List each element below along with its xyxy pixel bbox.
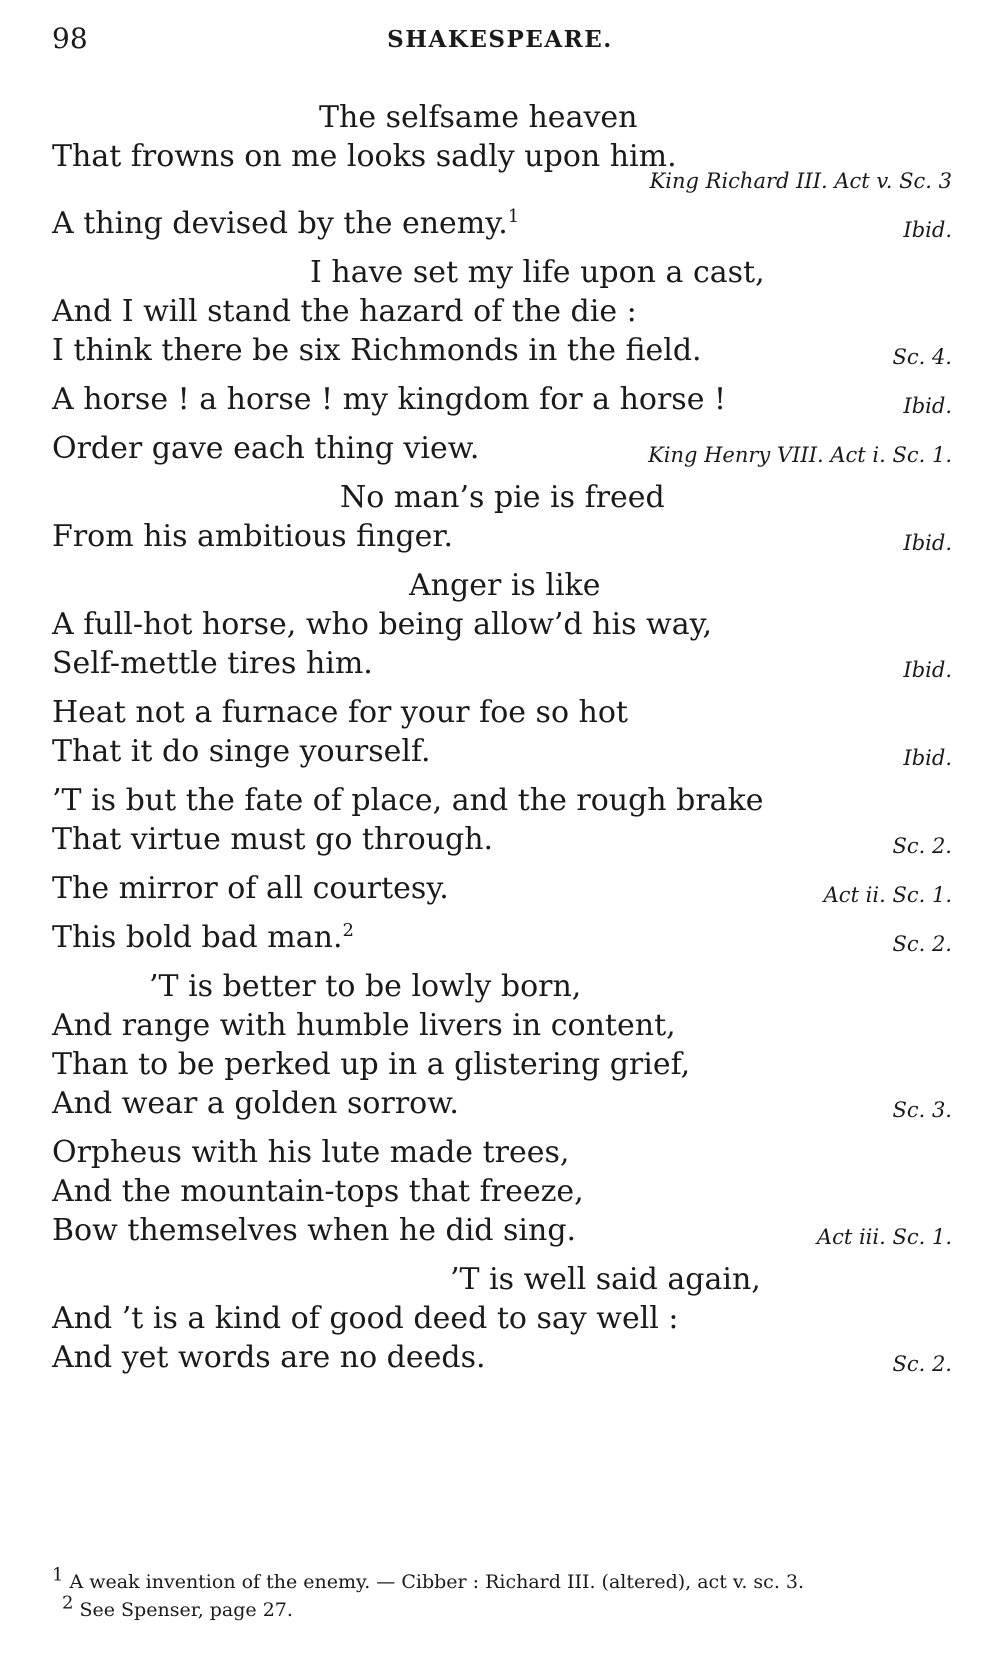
quote (52, 1133, 952, 1250)
quote-line: I think there be six Richmonds in the field. (52, 333, 702, 368)
quote (52, 918, 952, 957)
quote-source: Ibid. (903, 658, 952, 682)
footnote-mark: 1 (507, 206, 520, 227)
quote-line: That virtue must go through. (52, 822, 494, 857)
quote-line: ’T is well said again, (450, 1262, 761, 1297)
quote (52, 1260, 952, 1377)
footnote-text: See Spenser, page 27. (79, 1599, 293, 1621)
quote-source: Act iii. Sc. 1. (816, 1225, 952, 1249)
quote-line: Bow themselves when he did sing. (52, 1213, 577, 1248)
quote-text: A thing devised by the enemy. (52, 206, 508, 241)
footnote-number: 1 (52, 1564, 64, 1586)
quote-line: And I will stand the hazard of the die : (52, 294, 637, 329)
quote-line: From his ambitious finger. (52, 519, 454, 554)
quote-source: King Richard III. Act v. Sc. 3 (649, 169, 952, 193)
quote (52, 693, 952, 771)
footnote-text: A weak invention of the enemy. — Cibber : Richard III. (altered), act v. sc. 3. (69, 1571, 805, 1593)
quote-source: Ibid. (903, 531, 952, 555)
quote-line: Than to be perked up in a glistering grief, (52, 1047, 691, 1082)
quote-line: Self-mettle tires him. (52, 646, 373, 681)
quote-line: And ’t is a kind of good deed to say well : (52, 1301, 679, 1336)
footnote-number: 2 (62, 1592, 74, 1614)
quote-source: Sc. 2. (892, 932, 952, 956)
quote-line: A horse ! a horse ! my kingdom for a horse ! (52, 382, 727, 417)
quote-source: Sc. 2. (892, 1352, 952, 1376)
page-number: 98 (52, 22, 88, 55)
footnote (52, 1592, 952, 1624)
quote-line: And range with humble livers in content, (52, 1008, 676, 1043)
quote (52, 204, 952, 243)
quote (52, 478, 952, 556)
quote (52, 98, 952, 194)
quote (52, 253, 952, 370)
footnotes (52, 1564, 952, 1624)
page-header (52, 22, 948, 62)
quote (52, 967, 952, 1123)
running-title: SHAKESPEARE. (387, 26, 613, 53)
quote-line: The mirror of all courtesy. (52, 871, 449, 906)
quote-line: That frowns on me looks sadly upon him. (52, 139, 677, 174)
quote-source: Act ii. Sc. 1. (823, 883, 952, 907)
quote-line: Orpheus with his lute made trees, (52, 1135, 570, 1170)
quote-line: And yet words are no deeds. (52, 1340, 486, 1375)
quote-line: ’T is better to be lowly born, (149, 969, 582, 1004)
footnote-mark: 2 (342, 920, 354, 941)
quote-line (52, 918, 952, 957)
quote-source: Ibid. (903, 218, 952, 242)
quote-line: Order gave each thing view. (52, 431, 480, 466)
quote-line: And the mountain-tops that freeze, (52, 1174, 584, 1209)
quote (52, 380, 952, 419)
quote-line: The selfsame heaven (319, 100, 638, 135)
quote-line (52, 204, 952, 243)
quote-line: Heat not a furnace for your foe so hot (52, 695, 628, 730)
quote (52, 869, 952, 908)
quote-line: A full-hot horse, who being allow’d his way, (52, 607, 713, 642)
quote-line: I have set my life upon a cast, (310, 255, 765, 290)
quote (52, 429, 952, 468)
quote-source: Sc. 4. (892, 345, 952, 369)
quote-source: Ibid. (903, 394, 952, 418)
quote-source: Sc. 3. (892, 1098, 952, 1122)
footnote (52, 1564, 952, 1596)
quote-line: Anger is like (409, 568, 601, 603)
quote-line: And wear a golden sorrow. (52, 1086, 459, 1121)
quote-source: Sc. 2. (892, 834, 952, 858)
quote-source: King Henry VIII. Act i. Sc. 1. (648, 443, 952, 467)
quote-text: This bold bad man. (52, 920, 343, 955)
quote-line: That it do singe yourself. (52, 734, 431, 769)
quote-source: Ibid. (903, 746, 952, 770)
quote-line: No man’s pie is freed (340, 480, 665, 515)
quote (52, 566, 952, 683)
quotation-list (52, 98, 952, 1387)
quote-line: ’T is but the fate of place, and the rough brake (52, 783, 764, 818)
quote (52, 781, 952, 859)
